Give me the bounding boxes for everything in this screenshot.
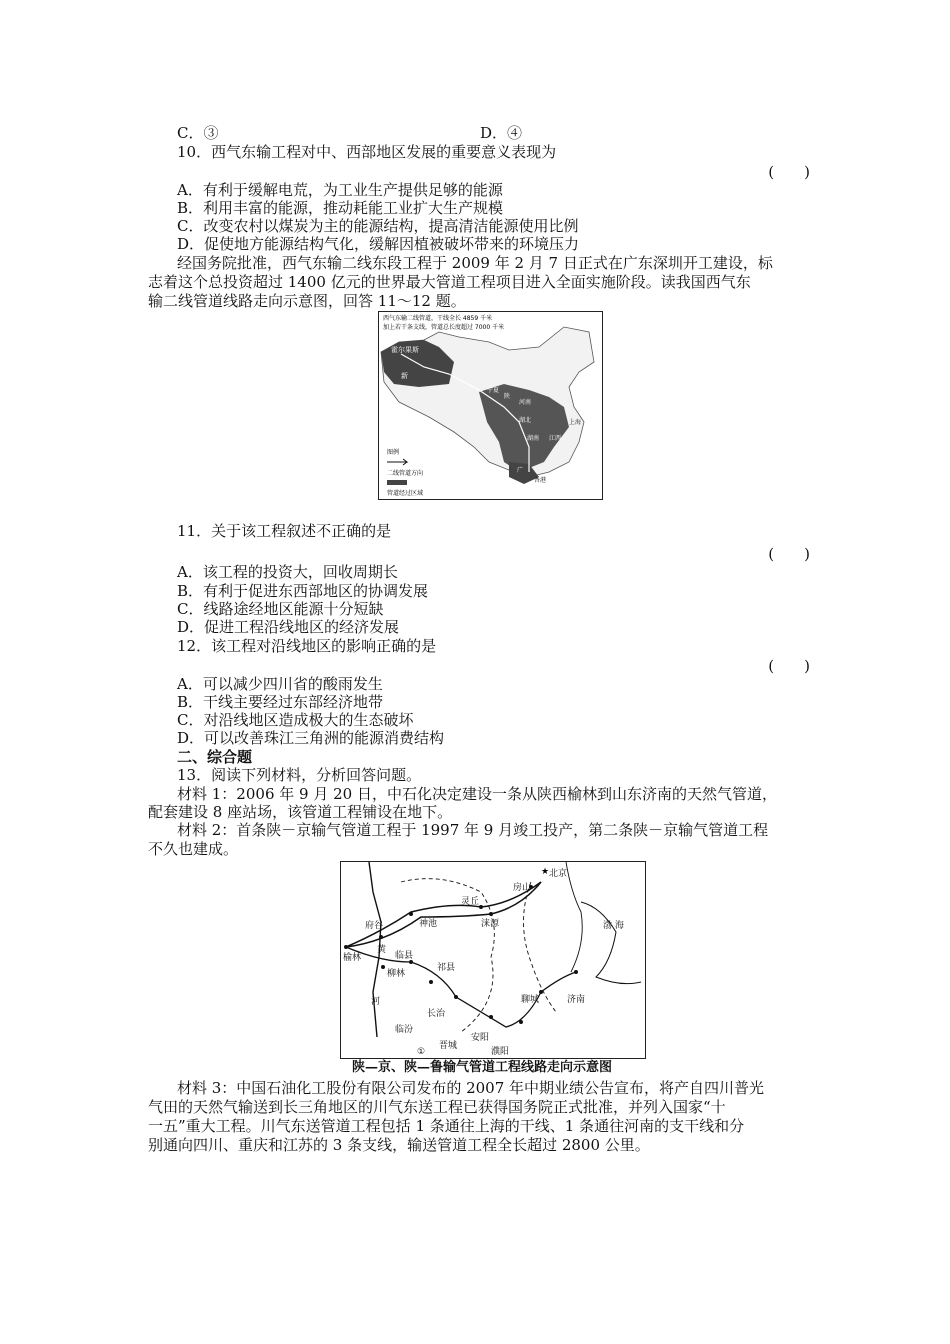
legend-title: 图例 (387, 449, 400, 456)
label-linfen: 临汾 (395, 1025, 414, 1035)
label-guangdong: 广 (517, 467, 524, 474)
label-changzhi: 长治 (427, 1009, 446, 1019)
q9-option-c: C．③ (177, 124, 219, 142)
coastline (581, 902, 641, 984)
label-beijing: 北京 (549, 869, 568, 879)
q12-option-c: C．对沿线地区造成极大的生态破坏 (177, 711, 414, 729)
label-linxian: 临县 (395, 951, 414, 961)
material2-line-1: 材料 2：首条陕－京输气管道工程于 1997 年 9 月竣工投产，第二条陕－京输气管道工程 (177, 821, 769, 839)
q9-option-d: D．④ (480, 124, 523, 142)
legend-area: 管道经过区域 (387, 490, 424, 497)
label-henan: 河南 (519, 399, 532, 406)
label-shenchi: 神池 (419, 919, 438, 929)
material3-line-2: 气田的天然气输送到长三角地区的川气东送工程已获得国务院正式批准，并列入国家“十 (148, 1098, 726, 1116)
label-puyang: 濮阳 (491, 1047, 510, 1057)
q10-option-a: A．有利于缓解电荒，为工业生产提供足够的能源 (177, 181, 503, 199)
label-he: 河 (371, 997, 381, 1007)
label-hubei: 湖北 (519, 417, 532, 424)
q12-option-b: B．干线主要经过东部经济地带 (177, 693, 384, 711)
q10-option-c: C．改变农村以煤炭为主的能源结构，提高清洁能源使用比例 (177, 217, 579, 235)
q10-option-b: B．利用丰富的能源，推动耗能工业扩大生产规模 (177, 199, 504, 217)
q11-option-a: A．该工程的投资大，回收周期长 (177, 563, 398, 581)
label-hongkong: 香港 (534, 477, 547, 484)
material1-line-2: 配套建设 8 座站场，该管道工程铺设在地下。 (148, 803, 453, 821)
map-note-2: 加上若干条支线，管道总长度超过 7000 千米 (383, 324, 505, 331)
map2-caption: 陕—京、陕—鲁输气管道工程线路走向示意图 (352, 1060, 613, 1075)
q11-option-d: D．促进工程沿线地区的经济发展 (177, 618, 400, 636)
label-xinjiang: 新 (401, 372, 408, 380)
q10-answer-paren: ( ) (768, 163, 810, 181)
north-map-graphic (341, 862, 645, 1058)
label-liulin: 柳林 (387, 969, 406, 979)
pipeline-map-china (378, 311, 603, 500)
material2-line-2: 不久也建成。 (148, 840, 239, 858)
q11-answer-paren: ( ) (768, 545, 810, 563)
q10-option-d: D．促使地方能源结构气化，缓解因植被破坏带来的环境压力 (177, 235, 580, 253)
label-huang: 黄 (377, 945, 387, 955)
legend-direction: 二线管道方向 (387, 470, 424, 477)
q11-option-c: C．线路途经地区能源十分短缺 (177, 600, 384, 618)
q12-stem: 12．该工程对沿线地区的影响正确的是 (177, 637, 437, 655)
legend-area-swatch (387, 480, 407, 485)
label-hunan: 湖南 (527, 435, 540, 442)
q12-answer-paren: ( ) (768, 657, 810, 675)
border-coast (566, 862, 582, 972)
material3-line-4: 别通向四川、重庆和江苏的 3 条支线，输送管道工程全长超过 2800 公里。 (148, 1136, 650, 1154)
legend-arrow-icon (387, 459, 407, 465)
label-jinan: 济南 (567, 995, 586, 1005)
label-qixian: 祁县 (437, 963, 456, 973)
passage-line-1: 经国务院批准，西气东输二线东段工程于 2009 年 2 月 7 日正式在广东深圳开工建设，标 (177, 254, 773, 272)
passage-line-2: 志着这个总投资超过 1400 亿元的世界最大管道工程项目进入全面实施阶段。读我国西气东 (148, 273, 751, 291)
q10-stem: 10．西气东输工程对中、西部地区发展的重要意义表现为 (177, 143, 557, 161)
pipeline-shaan-jing-2 (346, 882, 541, 947)
material3-line-3: 一五”重大工程。川气东送管道工程包括 1 条通往上海的干线、1 条通往河南的支干线和分 (148, 1117, 745, 1135)
label-fugu: 府谷 (365, 921, 384, 931)
material1-line-1: 材料 1：2006 年 9 月 20 日，中石化决定建设一条从陕西榆林到山东济南的天然气管道， (177, 785, 777, 803)
passage-line-3: 输二线管道线路走向示意图，回答 11～12 题。 (148, 292, 466, 310)
label-jiangxi: 江西 (549, 435, 562, 442)
q12-option-d: D．可以改善珠江三角洲的能源消费结构 (177, 729, 445, 747)
pipeline-shaan-jing-1 (346, 882, 541, 947)
border-shanxi (401, 879, 494, 1032)
label-bohai: 渤 海 (603, 921, 624, 931)
label-yulin: 榆林 (343, 953, 362, 963)
pipeline-map-north (340, 861, 646, 1059)
label-horgos: 霍尔果斯 (391, 346, 419, 354)
q11-option-b: B．有利于促进东西部地区的协调发展 (177, 582, 429, 600)
label-fangshan: 房山 (513, 883, 532, 893)
china-map-graphic (379, 312, 602, 499)
material3-line-1: 材料 3：中国石油化工股份有限公司发布的 2007 年中期业绩公告宣布，将产自四川普光 (177, 1079, 765, 1097)
q13-stem: 13．阅读下列材料，分析回答问题。 (177, 766, 422, 784)
label-lingqiu: 灵丘 (461, 897, 480, 907)
q11-stem: 11．关于该工程叙述不正确的是 (177, 522, 392, 540)
label-jincheng: 晋城 (439, 1041, 458, 1051)
beijing-star-icon: ★ (541, 867, 550, 877)
section-title: 二、综合题 (177, 748, 253, 766)
label-anyang: 安阳 (471, 1033, 490, 1043)
label-liaocheng: 聊城 (521, 995, 540, 1005)
label-shaanxi: 陕 (504, 393, 511, 400)
label-ningxia: 宁夏 (487, 387, 500, 394)
label-shanghai: 上海 (569, 419, 582, 426)
q12-option-a: A．可以减少四川省的酸雨发生 (177, 675, 383, 693)
map-note-1: 西气东输二线管道，干线全长 4859 千米 (383, 315, 493, 322)
label-circle-1: ① (417, 1047, 426, 1057)
label-laiyuan: 涞源 (481, 919, 500, 929)
